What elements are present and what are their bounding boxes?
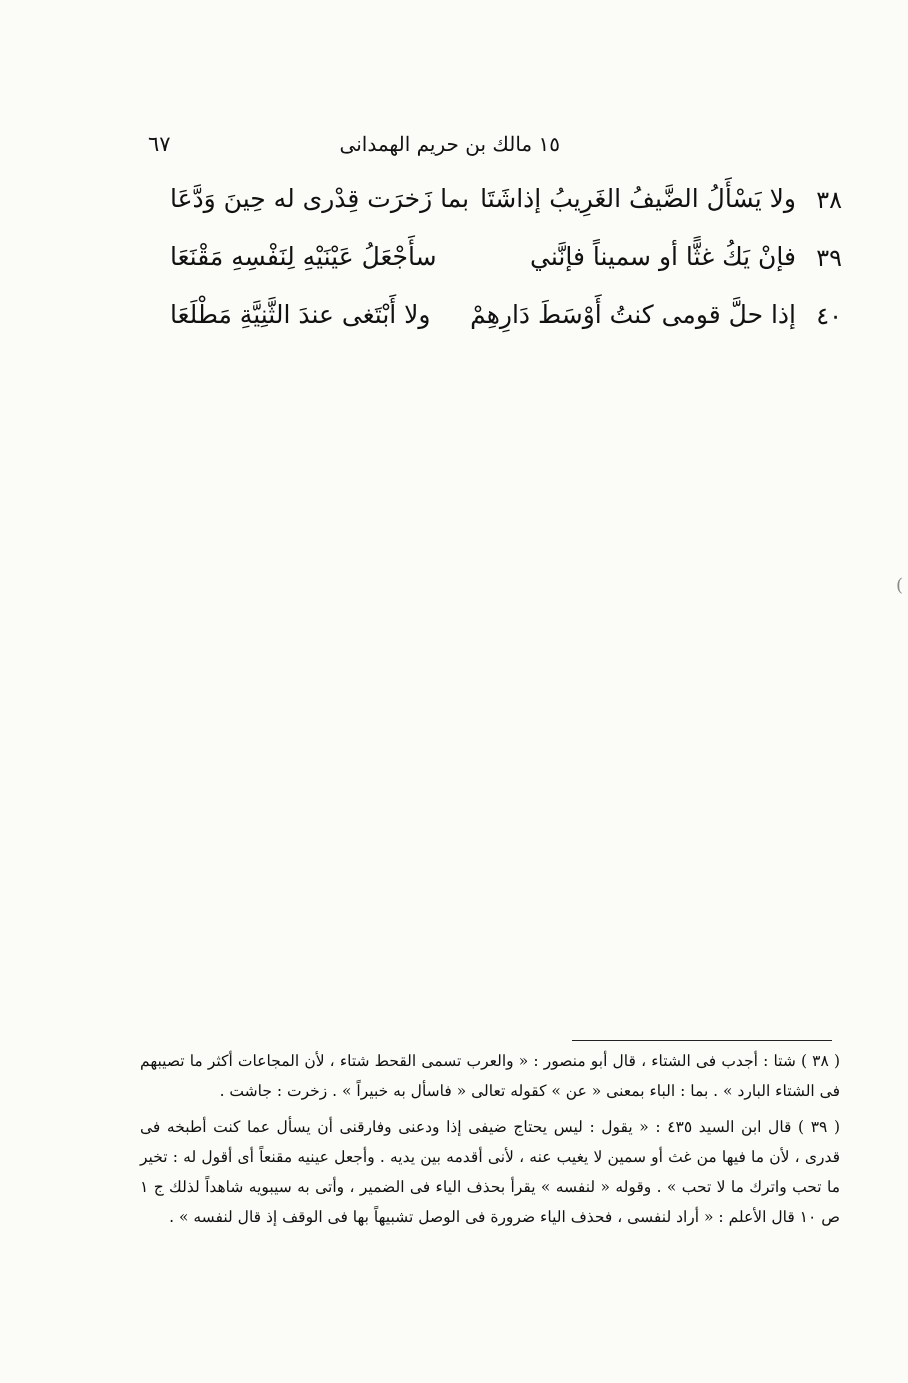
running-title: ١٥ مالك بن حريم الهمدانى — [339, 132, 560, 156]
margin-mark: ( — [896, 575, 904, 596]
verse-first-hemistich: إذا حلَّ قومى كنتُ أَوْسَطَ دَارِهِمْ — [470, 300, 796, 329]
verse-40 — [160, 296, 842, 354]
verse-39 — [160, 238, 842, 296]
footnote-38: ( ٣٨ ) شتا : أجدب فى الشتاء ، قال أبو منصور : « والعرب تسمى القحط شتاء ، لأن المجاعات أكثر ما تصيبهم فى الشتاء البارد » . بما : الباء بمعنى « عن » كقوله تعالى « فاسأل به خبيراً » . زخرت : جاشت . — [140, 1052, 840, 1100]
poem — [160, 180, 842, 354]
verse-number: ٣٨ — [816, 186, 842, 214]
verse-number: ٤٠ — [816, 302, 842, 330]
verse-second-hemistich: سأَجْعَلُ عَيْنَيْهِ لِنَفْسِهِ مَقْنَعَا — [170, 242, 437, 271]
footnote-divider — [572, 1040, 832, 1041]
verse-second-hemistich: بما زَخرَت قِدْرى له حِينَ وَدَّعَا — [170, 184, 470, 213]
verse-first-hemistich: ولا يَسْأَلُ الضَّيفُ الغَرِيبُ إذاشَتَا — [480, 184, 796, 213]
verse-second-hemistich: ولا أَبْتَغى عندَ الثَّنِيَّةِ مَطْلَعَا — [170, 300, 431, 329]
footnote-39: ( ٣٩ ) قال ابن السيد ٤٣٥ : « يقول : ليس يحتاج ضيفى إذا ودعنى وفارقنى أن يسأل عما كنت أطبخه فى قدرى ، لأن ما فيها من غث أو سمين لا يغيب عنه ، لأنى أقدمه بين يديه . وأجعل عينيه مقنعاً أى أقول له : تخير ما تحب واترك ما لا تحب » . وقوله « لنفسه » يقرأ بحذف الياء فى الضمير ، وأتى به سيبويه شاهداً لذلك ج ١ ص ١٠ قال الأعلم : « أراد لنفسى ، فحذف الياء ضرورة فى الوصل تشبيهاً بها فى الوقف إذ قال لنفسه » . — [140, 1118, 841, 1226]
page-header — [140, 132, 840, 166]
page-number: ٦٧ — [148, 132, 171, 156]
verse-first-hemistich: فإنْ يَكُ غثًّا أو سميناً فإنَّني — [530, 242, 796, 271]
footnotes — [140, 1046, 840, 1238]
verse-38 — [160, 180, 842, 238]
verse-number: ٣٩ — [816, 244, 842, 272]
